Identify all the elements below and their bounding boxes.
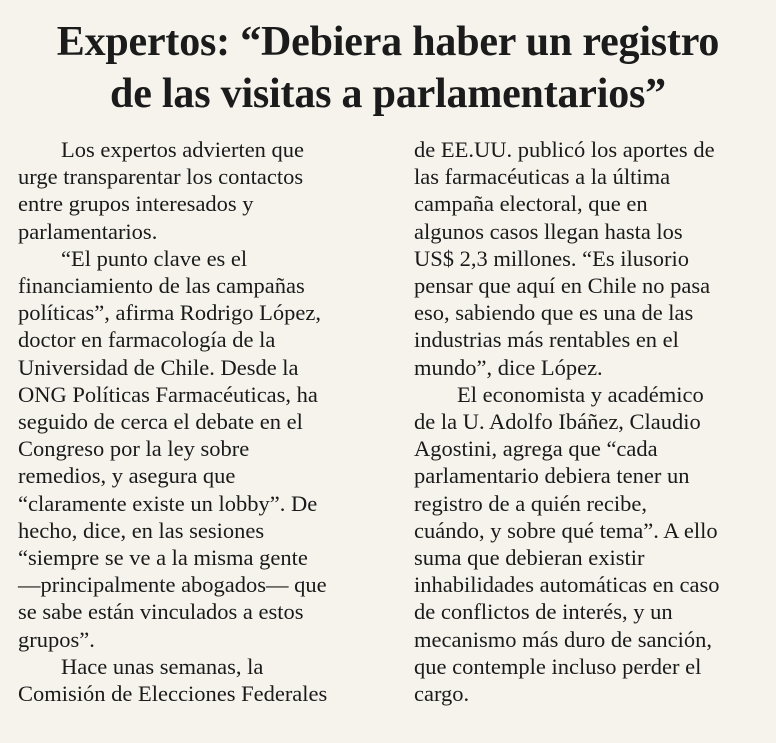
text-line — [414, 626, 766, 653]
text-line — [414, 571, 766, 598]
line-text: eso, sabiendo que es una de las — [414, 300, 694, 326]
text-line — [18, 571, 370, 598]
line-text: industrias más rentables en el — [414, 327, 679, 353]
text-line — [414, 408, 766, 435]
text-line — [414, 272, 766, 299]
text-line — [18, 190, 370, 217]
line-text: inhabilidades automáticas en caso — [414, 572, 720, 598]
line-text: “El punto clave es el — [61, 245, 248, 271]
headline-line-2: de las visitas a parlamentarios” — [110, 71, 666, 117]
line-text: grupos”. — [18, 626, 95, 652]
text-line — [414, 136, 766, 163]
text-line — [414, 299, 766, 326]
text-line — [414, 190, 766, 217]
text-line — [18, 163, 370, 190]
text-line — [414, 653, 766, 680]
line-text: que contemple incluso perder el — [414, 653, 702, 679]
line-text: parlamentario debiera tener un — [414, 463, 690, 489]
line-text: de la U. Adolfo Ibáñez, Claudio — [414, 409, 701, 435]
line-text: Agostini, agrega que “cada — [414, 436, 658, 462]
text-line — [414, 598, 766, 625]
line-text: ONG Políticas Farmacéuticas, ha — [18, 381, 318, 407]
right-column — [414, 136, 766, 707]
line-text: pensar que aquí en Chile no pasa — [414, 273, 711, 299]
line-text: se sabe están vinculados a estos — [18, 599, 304, 625]
left-column — [18, 136, 370, 707]
text-line — [414, 435, 766, 462]
line-text: “siempre se ve a la misma gente — [18, 545, 308, 571]
line-text: financiamiento de las campañas — [18, 273, 305, 299]
line-text: cuándo, y sobre qué tema”. A ello — [414, 517, 718, 543]
text-line — [18, 517, 370, 544]
line-text: parlamentarios. — [18, 218, 158, 244]
line-text: políticas”, afirma Rodrigo López, — [18, 300, 322, 326]
text-line — [18, 218, 370, 245]
line-text: US$ 2,3 millones. “Es ilusorio — [414, 245, 689, 271]
line-text: entre grupos interesados y — [18, 191, 254, 217]
text-line — [18, 626, 370, 653]
text-line — [18, 680, 370, 707]
text-line — [414, 490, 766, 517]
line-text: —principalmente abogados— que — [18, 572, 327, 598]
line-text: mundo”, dice López. — [414, 354, 603, 380]
line-text: registro de a quién recibe, — [414, 490, 648, 516]
text-line — [18, 136, 370, 163]
line-text: Congreso por la ley sobre — [18, 436, 250, 462]
article-body — [18, 136, 766, 726]
line-text: Hace unas semanas, la — [61, 653, 264, 679]
text-line — [414, 680, 766, 707]
text-line — [414, 245, 766, 272]
headline-line-1: Expertos: “Debiera haber un registro — [56, 19, 720, 65]
text-line — [18, 462, 370, 489]
line-text: de conflictos de interés, y un — [414, 599, 673, 625]
text-line — [414, 544, 766, 571]
text-line — [18, 544, 370, 571]
line-text: cargo. — [414, 681, 470, 707]
line-text: mecanismo más duro de sanción, — [414, 626, 713, 652]
text-line — [18, 326, 370, 353]
article-headline — [0, 16, 776, 120]
text-line — [414, 381, 766, 408]
line-text: remedios, y asegura que — [18, 463, 236, 489]
line-text: seguido de cerca el debate en el — [18, 409, 303, 435]
text-line — [414, 163, 766, 190]
text-line — [18, 598, 370, 625]
text-line — [18, 381, 370, 408]
line-text: Universidad de Chile. Desde la — [18, 354, 299, 380]
text-line — [414, 462, 766, 489]
text-line — [414, 354, 766, 381]
text-line — [18, 299, 370, 326]
text-line — [18, 653, 370, 680]
text-line — [18, 245, 370, 272]
line-text: suma que debieran existir — [414, 545, 645, 571]
line-text: de EE.UU. publicó los aportes de — [414, 137, 715, 162]
line-text: urge transparentar los contactos — [18, 164, 304, 190]
text-line — [414, 326, 766, 353]
text-line — [18, 354, 370, 381]
line-text: “claramente existe un lobby”. De — [18, 490, 318, 516]
text-line — [18, 408, 370, 435]
line-text: hecho, dice, en las sesiones — [18, 517, 265, 543]
line-text: El economista y académico — [457, 381, 704, 407]
line-text: campaña electoral, que en — [414, 191, 648, 217]
text-line — [18, 490, 370, 517]
line-text: las farmacéuticas a la última — [414, 164, 671, 190]
line-text: algunos casos llegan hasta los — [414, 218, 683, 244]
line-text: Los expertos advierten que — [61, 137, 305, 162]
text-line — [414, 218, 766, 245]
line-text: Comisión de Elecciones Federales — [18, 681, 328, 707]
text-line — [18, 435, 370, 462]
text-line — [18, 272, 370, 299]
text-line — [414, 517, 766, 544]
line-text: doctor en farmacología de la — [18, 327, 276, 353]
